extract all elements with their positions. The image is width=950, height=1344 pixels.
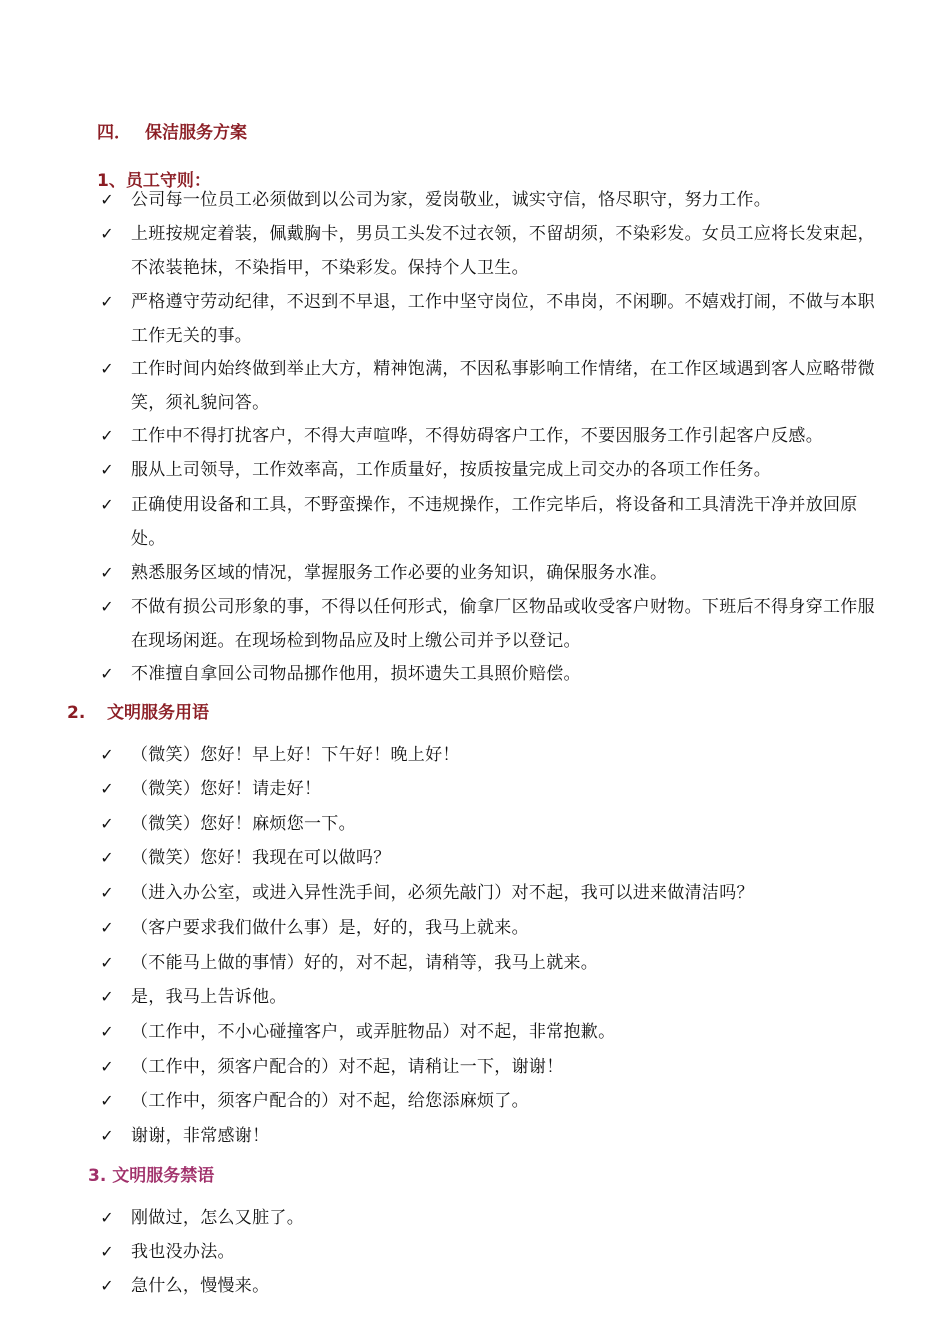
list-item-text: （客户要求我们做什么事）是，好的，我马上就来。	[131, 918, 529, 938]
section-number: 四．	[97, 123, 131, 143]
list-item-text: （微笑）您好！我现在可以做吗？	[131, 848, 391, 868]
list-item-text: （微笑）您好！早上好！下午好！晚上好！	[131, 745, 460, 765]
check-icon: ✓	[100, 1208, 114, 1227]
list-item-text: 严格遵守劳动纪律，不迟到不早退，工作中坚守岗位，不串岗，不闲聊。不嬉戏打闹，不做与本职工作无关的事。	[131, 292, 875, 346]
list-item	[97, 285, 897, 353]
list-item	[97, 807, 897, 841]
check-icon: ✓	[100, 953, 114, 972]
subsection-2-number: 2.	[67, 703, 86, 723]
check-icon: ✓	[100, 918, 114, 937]
list-item-text: 服从上司领导，工作效率高，工作质量好，按质按量完成上司交办的各项工作任务。	[131, 460, 772, 480]
list-item	[97, 217, 897, 285]
list-item	[97, 1235, 897, 1269]
list-item	[97, 1050, 897, 1084]
check-icon: ✓	[100, 779, 114, 798]
list-item	[97, 911, 897, 945]
list-item	[97, 453, 897, 487]
check-icon: ✓	[100, 359, 114, 378]
list-item	[97, 488, 897, 556]
check-icon: ✓	[100, 1057, 114, 1076]
check-icon: ✓	[100, 426, 114, 445]
check-icon: ✓	[100, 883, 114, 902]
list-item	[97, 772, 897, 806]
check-icon: ✓	[100, 292, 114, 311]
check-icon: ✓	[100, 1091, 114, 1110]
subsection-3-title: 3. 文明服务禁语	[88, 1166, 215, 1186]
list-item	[97, 657, 897, 691]
check-icon: ✓	[100, 814, 114, 833]
check-icon: ✓	[100, 1022, 114, 1041]
list-item-text: 上班按规定着装，佩戴胸卡，男员工头发不过衣领，不留胡须，不染彩发。女员工应将长发束起，不浓装艳抹，不染指甲，不染彩发。保持个人卫生。	[131, 224, 875, 278]
list-item-text: （微笑）您好！请走好！	[131, 779, 322, 799]
check-icon: ✓	[100, 745, 114, 764]
list-item-text: 工作时间内始终做到举止大方，精神饱满，不因私事影响工作情绪，在工作区域遇到客人应略带微笑，须礼貌问答。	[131, 359, 875, 413]
subsection-2-title	[67, 698, 209, 723]
check-icon: ✓	[100, 848, 114, 867]
list-item-text: 不准擅自拿回公司物品挪作他用，损坏遗失工具照价赔偿。	[131, 664, 581, 684]
check-icon: ✓	[100, 190, 114, 209]
list-item	[97, 946, 897, 980]
list-item	[97, 980, 897, 1014]
check-icon: ✓	[100, 1126, 114, 1145]
list-item	[97, 841, 897, 875]
list-item-text: 谢谢，非常感谢！	[131, 1126, 270, 1146]
list-item-text: 正确使用设备和工具，不野蛮操作，不违规操作，工作完毕后，将设备和工具清洗干净并放回原处。	[131, 495, 858, 549]
list-item	[97, 738, 897, 772]
list-item	[97, 590, 897, 658]
check-icon: ✓	[100, 563, 114, 582]
list-item	[97, 1084, 897, 1118]
list-item-text: （工作中，须客户配合的）对不起，给您添麻烦了。	[131, 1091, 529, 1111]
check-icon: ✓	[100, 1276, 114, 1295]
list-item	[97, 876, 897, 910]
list-item	[97, 352, 897, 420]
check-icon: ✓	[100, 597, 114, 616]
list-item	[97, 1119, 897, 1153]
check-icon: ✓	[100, 495, 114, 514]
list-item-text: 不做有损公司形象的事，不得以任何形式，偷拿厂区物品或收受客户财物。下班后不得身穿工作服在现场闲逛。在现场检到物品应及时上缴公司并予以登记。	[131, 597, 875, 651]
list-item-text: 是，我马上告诉他。	[131, 987, 287, 1007]
list-item-text: 熟悉服务区域的情况，掌握服务工作必要的业务知识，确保服务水准。	[131, 563, 668, 583]
list-item-text: 工作中不得打扰客户，不得大声喧哗，不得妨碍客户工作，不要因服务工作引起客户反感。	[131, 426, 823, 446]
check-icon: ✓	[100, 224, 114, 243]
list-item	[97, 556, 897, 590]
list-item	[97, 183, 897, 217]
list-item-text: （进入办公室，或进入异性洗手间，必须先敲门）对不起，我可以进来做清洁吗？	[131, 883, 754, 903]
list-item-text: （微笑）您好！麻烦您一下。	[131, 814, 356, 834]
section-title-text: 保洁服务方案	[145, 123, 247, 143]
list-item-text: （工作中，不小心碰撞客户，或弄脏物品）对不起，非常抱歉。	[131, 1022, 616, 1042]
list-item	[97, 1269, 897, 1303]
list-item-text: （不能马上做的事情）好的，对不起，请稍等，我马上就来。	[131, 953, 599, 973]
list-item-text: 我也没办法。	[131, 1242, 235, 1262]
list-item-text: （工作中，须客户配合的）对不起，请稍让一下，谢谢！	[131, 1057, 564, 1077]
list-item	[97, 419, 897, 453]
list-item-text: 公司每一位员工必须做到以公司为家，爱岗敬业，诚实守信，恪尽职守，努力工作。	[131, 190, 772, 210]
check-icon: ✓	[100, 664, 114, 683]
check-icon: ✓	[100, 1242, 114, 1261]
list-item-text: 急什么，慢慢来。	[131, 1276, 270, 1296]
list-item	[97, 1201, 897, 1235]
list-item	[97, 1015, 897, 1049]
check-icon: ✓	[100, 460, 114, 479]
list-item-text: 刚做过，怎么又脏了。	[131, 1208, 304, 1228]
subsection-1-title: 1、员工守则：	[97, 171, 211, 191]
section-title	[97, 118, 247, 143]
check-icon: ✓	[100, 987, 114, 1006]
subsection-2-title-text: 文明服务用语	[107, 703, 209, 723]
